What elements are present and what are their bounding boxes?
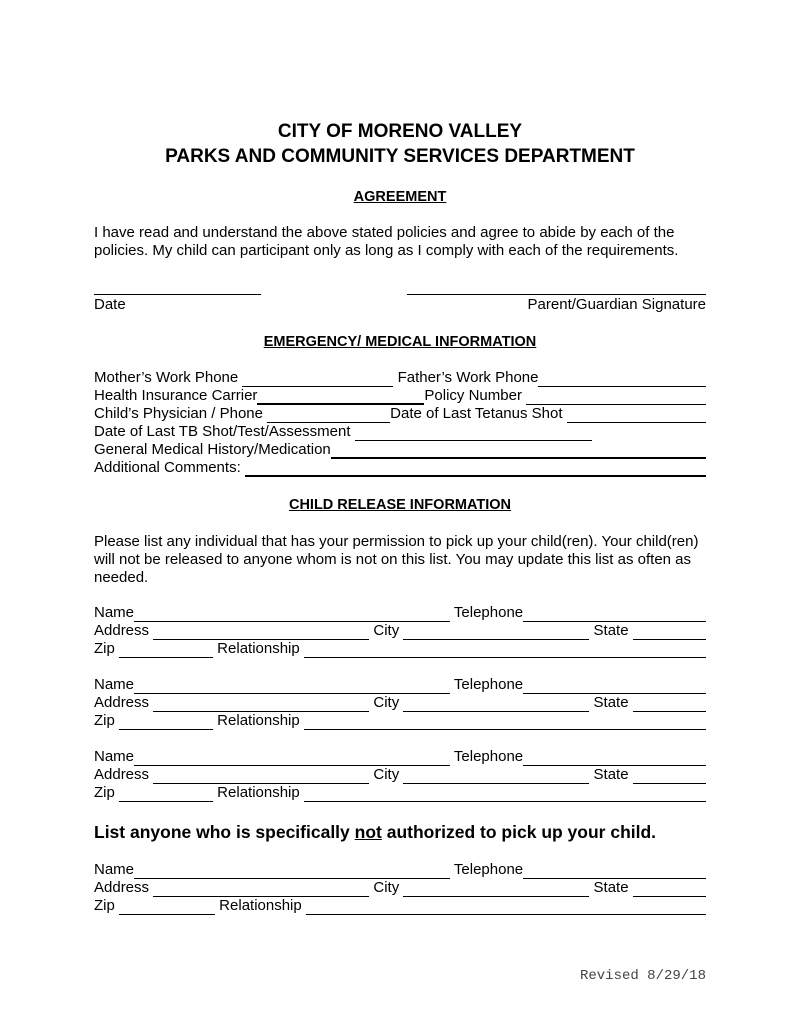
contact-address-row	[94, 879, 706, 897]
release-text: Please list any individual that has your permission to pick up your child(ren). Your child(ren) will not be released to anyone whom is not on this list. You may update this list as often as needed.	[94, 533, 699, 586]
tetanus-label: Date of Last Tetanus Shot	[390, 405, 567, 422]
comments-field[interactable]	[245, 460, 706, 477]
telephone-field[interactable]	[523, 606, 706, 622]
city-field[interactable]	[403, 696, 589, 712]
signature-label: Parent/Guardian Signature	[527, 296, 706, 313]
address-label: Address	[94, 694, 154, 711]
state-label: State	[589, 879, 633, 896]
address-label: Address	[94, 622, 154, 639]
history-row	[94, 441, 706, 459]
zip-label: Zip	[94, 897, 120, 914]
relationship-field[interactable]	[304, 786, 706, 802]
insurance-label: Health Insurance Carrier	[94, 387, 258, 404]
city-field[interactable]	[403, 624, 589, 640]
not-authorized-heading	[94, 822, 656, 843]
contact-name-row	[94, 676, 706, 694]
tb-label: Date of Last TB Shot/Test/Assessment	[94, 423, 355, 440]
contact-zip-row	[94, 784, 706, 802]
state-label: State	[589, 766, 633, 783]
name-label: Name	[94, 676, 135, 693]
tb-row	[94, 423, 706, 441]
city-label: City	[369, 622, 404, 639]
name-field[interactable]	[134, 678, 450, 694]
relationship-field[interactable]	[306, 899, 706, 915]
name-field[interactable]	[134, 863, 450, 879]
tb-field[interactable]	[355, 425, 592, 441]
address-field[interactable]	[153, 696, 369, 712]
physician-field[interactable]	[267, 407, 390, 423]
name-field[interactable]	[134, 750, 450, 766]
contact-address-row	[94, 766, 706, 784]
heading-part: authorized to pick up your child.	[381, 822, 657, 842]
state-label: State	[589, 694, 633, 711]
date-line[interactable]	[94, 281, 261, 295]
release-heading: CHILD RELEASE INFORMATION	[288, 497, 512, 513]
address-label: Address	[94, 766, 154, 783]
zip-field[interactable]	[119, 899, 215, 915]
zip-label: Zip	[94, 712, 120, 729]
physician-row	[94, 405, 706, 423]
city-label: City	[369, 694, 404, 711]
contact-address-row	[94, 622, 706, 640]
zip-field[interactable]	[119, 642, 213, 658]
telephone-label: Telephone	[450, 748, 524, 765]
policy-label: Policy Number	[424, 387, 527, 404]
zip-field[interactable]	[119, 786, 213, 802]
date-label: Date	[94, 296, 126, 313]
address-field[interactable]	[153, 881, 369, 897]
state-field[interactable]	[633, 768, 706, 784]
history-field[interactable]	[331, 442, 706, 459]
city-field[interactable]	[403, 881, 589, 897]
zip-label: Zip	[94, 784, 120, 801]
relationship-label: Relationship	[215, 897, 306, 914]
contact-name-row	[94, 604, 706, 622]
agreement-text: I have read and understand the above stated policies and agree to abide by each of the policies. My child can participant only as long as I comply with each of the requirements.	[94, 224, 679, 259]
name-label: Name	[94, 861, 135, 878]
department-title: PARKS AND COMMUNITY SERVICES DEPARTMENT	[165, 146, 635, 167]
relationship-label: Relationship	[213, 640, 304, 657]
telephone-label: Telephone	[450, 604, 524, 621]
heading-part: List anyone who is specifically	[94, 822, 355, 842]
mothers-phone-label: Mother’s Work Phone	[94, 369, 243, 386]
contact-address-row	[94, 694, 706, 712]
history-label: General Medical History/Medication	[94, 441, 331, 458]
relationship-field[interactable]	[304, 642, 706, 658]
relationship-label: Relationship	[213, 712, 304, 729]
org-title: CITY OF MORENO VALLEY	[277, 121, 523, 142]
agreement-heading: AGREEMENT	[353, 189, 447, 205]
address-field[interactable]	[153, 624, 369, 640]
address-field[interactable]	[153, 768, 369, 784]
tetanus-field[interactable]	[567, 407, 706, 423]
city-field[interactable]	[403, 768, 589, 784]
name-label: Name	[94, 604, 135, 621]
insurance-row	[94, 387, 706, 405]
comments-row	[94, 459, 706, 477]
mothers-phone-field[interactable]	[242, 371, 393, 387]
zip-label: Zip	[94, 640, 120, 657]
state-field[interactable]	[633, 624, 706, 640]
policy-field[interactable]	[526, 389, 706, 405]
heading-not: not	[354, 822, 382, 842]
relationship-field[interactable]	[304, 714, 706, 730]
state-field[interactable]	[633, 881, 706, 897]
state-field[interactable]	[633, 696, 706, 712]
name-label: Name	[94, 748, 135, 765]
telephone-field[interactable]	[523, 750, 706, 766]
telephone-label: Telephone	[450, 676, 524, 693]
contact-name-row	[94, 748, 706, 766]
city-label: City	[369, 879, 404, 896]
contact-zip-row	[94, 897, 706, 915]
comments-label: Additional Comments:	[94, 459, 245, 476]
contact-name-row	[94, 861, 706, 879]
fathers-phone-field[interactable]	[538, 371, 706, 387]
address-label: Address	[94, 879, 154, 896]
contact-zip-row	[94, 712, 706, 730]
signature-line[interactable]	[407, 281, 706, 295]
insurance-field[interactable]	[257, 388, 424, 405]
telephone-field[interactable]	[523, 678, 706, 694]
telephone-label: Telephone	[450, 861, 524, 878]
state-label: State	[589, 622, 633, 639]
telephone-field[interactable]	[523, 863, 706, 879]
parent-phone-row	[94, 369, 706, 387]
fathers-phone-label: Father’s Work Phone	[393, 369, 539, 386]
name-field[interactable]	[134, 606, 450, 622]
physician-label: Child’s Physician / Phone	[94, 405, 268, 422]
contact-zip-row	[94, 640, 706, 658]
city-label: City	[369, 766, 404, 783]
relationship-label: Relationship	[213, 784, 304, 801]
zip-field[interactable]	[119, 714, 213, 730]
emergency-heading: EMERGENCY/ MEDICAL INFORMATION	[263, 334, 537, 350]
revised-date: Revised 8/29/18	[579, 968, 706, 984]
